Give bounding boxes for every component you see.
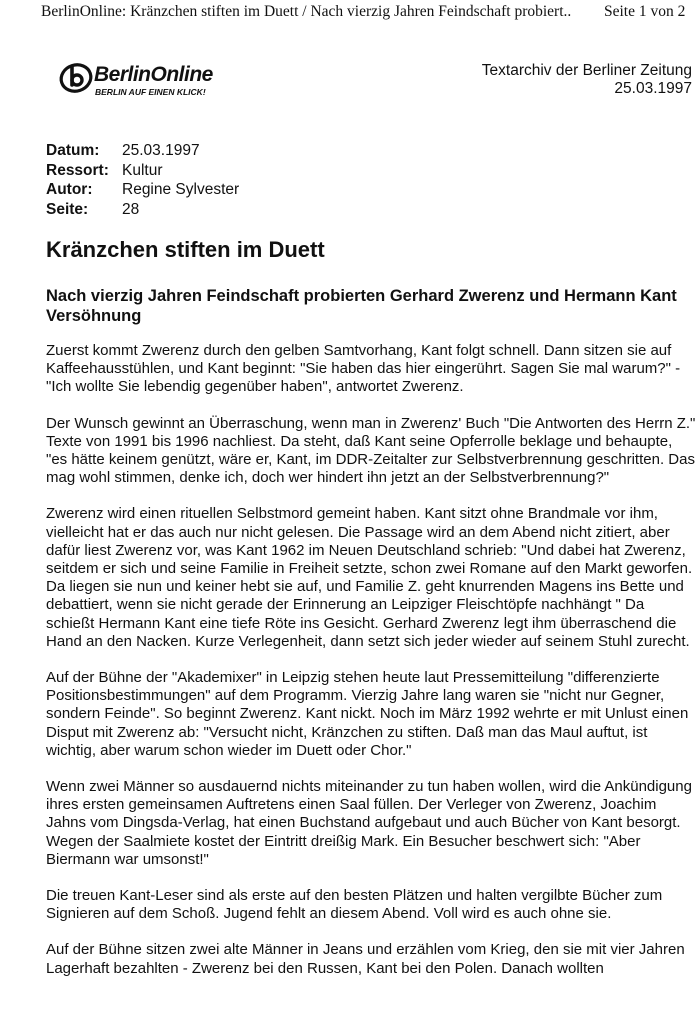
archive-label: Textarchiv der Berliner Zeitung bbox=[481, 62, 692, 79]
meta-row-autor bbox=[46, 180, 239, 200]
logo-name: BerlinOnline bbox=[94, 63, 213, 86]
meta-row-datum bbox=[46, 141, 239, 161]
meta-label: Ressort: bbox=[46, 161, 109, 179]
article-paragraph: Auf der Bühne der "Akademixer" in Leipzig stehen heute laut Pressemitteilung "differenzierte Positionsbestimmungen" auf dem Programm. Vierzig Jahre lang waren sie "nicht nur Gegner, sondern Feinde". So beginnt Zwerenz. Kant nickt. Noch im März 1992 wehrte er mit Unlust einen Disput mit Zwerenz ab: "Versucht nicht, Kränzchen zu stiften. Daß man das Maul auftut, ist wichtig, aber warum schon wieder im Duett oder Chor." bbox=[46, 669, 689, 759]
meta-value: Regine Sylvester bbox=[122, 181, 240, 198]
print-header-page: Seite 1 von 2 bbox=[604, 3, 686, 20]
meta-value: 25.03.1997 bbox=[122, 142, 200, 159]
meta-label: Autor: bbox=[46, 181, 93, 198]
meta-label: Seite: bbox=[46, 200, 89, 218]
archive-date: 25.03.1997 bbox=[614, 80, 692, 97]
article-body bbox=[46, 342, 696, 996]
meta-row-seite bbox=[46, 200, 239, 220]
archive-info bbox=[482, 62, 692, 98]
article-meta bbox=[46, 141, 239, 219]
article-paragraph: Der Wunsch gewinnt an Überraschung, wenn man in Zwerenz' Buch "Die Antworten des Herrn Z." Texte von 1991 bis 1996 nachliest. Da steht, daß Kant seine Opferrolle beklage und behaupte, "es hätte keinem genützt, wäre er, Kant, im DDR-Zeitalter zur Selbstverbrennung geschritten. Das mag wohl stimmen, denke ich, doch wer hindert ihn jetzt an der Selbstverbrennung?" bbox=[46, 414, 696, 487]
print-header bbox=[0, 0, 700, 26]
meta-label: Datum: bbox=[46, 142, 100, 159]
article-paragraph: Auf der Bühne sitzen zwei alte Männer in Jeans und erzählen vom Krieg, den sie mit vier Jahren Lagerhaft bezahlten - Zwerenz bei den Russen, Kant bei den Polen. Danach wollten bbox=[46, 941, 685, 977]
article-paragraph: Die treuen Kant-Leser sind als erste auf den besten Plätzen und halten vergilbte Bücher zum Signieren auf dem Schoß. Jugend fehlt an diesem Abend. Voll wird es auch ohne sie. bbox=[46, 887, 663, 923]
article-title: Kränzchen stiften im Duett bbox=[46, 237, 325, 262]
meta-value: 28 bbox=[122, 200, 140, 218]
print-header-title: BerlinOnline: Kränzchen stiften im Duett / Nach vierzig Jahren Feindschaft probiert.. bbox=[41, 3, 572, 20]
berlinonline-logo-icon bbox=[58, 58, 98, 98]
article-subtitle: Nach vierzig Jahren Feindschaft probierten Gerhard Zwerenz und Hermann Kant Versöhnung bbox=[46, 287, 677, 325]
article-paragraph: Zwerenz wird einen rituellen Selbstmord gemeint haben. Kant sitzt ohne Brandmale vor ihm, vielleicht hat er das auch nur nicht gelesen. Die Passage wird an dem Abend nicht zitiert, aber dafür liest Zwerenz vor, was Kant 1962 im Neuen Deutschland schrieb: "Und dabei hat Zwerenz, seitdem er sich und seine Familie in Freiheit setzte, schon zwei Romane auf den Markt geworfen. Da liegen sie nun und keiner hebt sie auf, und Familie Z. geht knurrenden Magens ins Bette und debattiert, wenn sie nicht gerade der Erinnerung an Leipziger Fleischtöpfe nachhängt " Da schießt Hermann Kant eine tiefe Röte ins Gesicht. Gerhard Zwerenz legt ihm überraschend die Hand an den Nacken. Kurze Verlegenheit, dann setzt sich jeder wieder auf seinem Stuhl zurecht. bbox=[46, 505, 693, 650]
logo-tagline: BERLIN AUF EINEN KLICK! bbox=[95, 87, 206, 97]
meta-row-ressort bbox=[46, 161, 239, 181]
berlinonline-logo[interactable] bbox=[58, 58, 258, 102]
meta-value: Kultur bbox=[122, 161, 163, 179]
article-paragraph: Zuerst kommt Zwerenz durch den gelben Samtvorhang, Kant folgt schnell. Dann sitzen sie auf Kaffeehausstühlen, und Kant beginnt: "Sie haben das hier eingerührt. Sagen Sie mal warum?" - "Ich wollte Sie lebendig gegenüber haben", antwortet Zwerenz. bbox=[46, 342, 681, 396]
article-paragraph: Wenn zwei Männer so ausdauernd nichts miteinander zu tun haben wollen, wird die Ankündigung ihres ersten gemeinsamen Auftretens einen Saal füllen. Der Verleger von Zwerenz, Joachim Jahns vom Dingsda-Verlag, hat einen Buchstand aufgebaut und auch Bücher von Kant besorgt. Wegen der Saalmiete kostet der Eintritt dreißig Mark. Ein Besucher beschwert sich: "Aber Biermann war umsonst!" bbox=[46, 778, 692, 868]
